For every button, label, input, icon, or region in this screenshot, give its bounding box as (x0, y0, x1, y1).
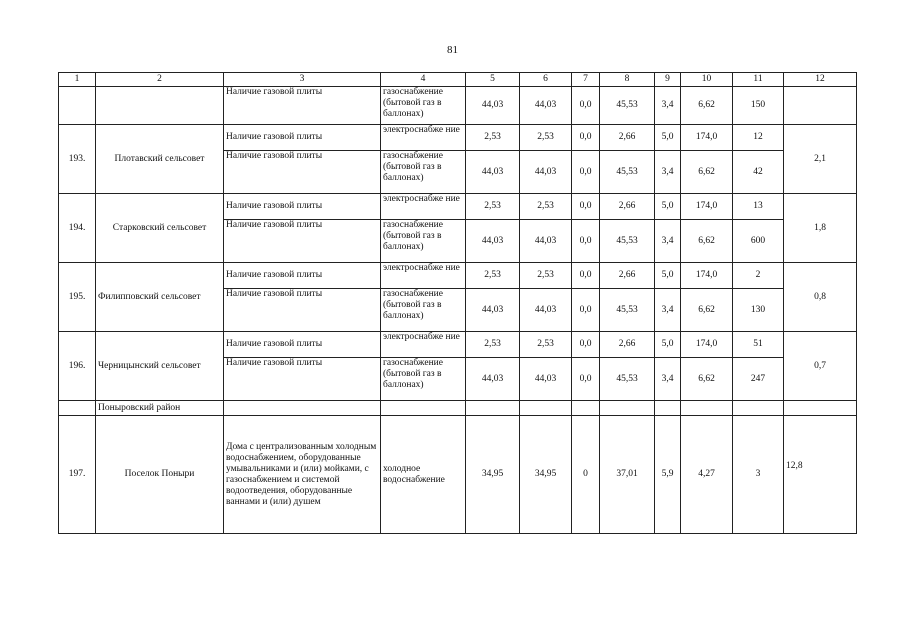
settlement-name: Поселок Поныри (96, 416, 224, 534)
table-cell: 2 (733, 263, 784, 289)
table-cell: 34,95 (520, 416, 572, 534)
table-cell: 0,0 (572, 151, 600, 194)
table-cell: Наличие газовой плиты (224, 194, 381, 220)
table-cell: 174,0 (681, 263, 733, 289)
table-cell: газоснабжение (бытовой газ в баллонах) (381, 87, 466, 125)
table-cell: 5,9 (655, 416, 681, 534)
header-cell: 12 (784, 73, 857, 87)
row-number: 196. (59, 332, 96, 401)
table-cell: газоснабжение (бытовой газ в баллонах) (381, 358, 466, 401)
table-cell (59, 401, 96, 416)
table-cell: 45,53 (600, 289, 655, 332)
table-cell: 4,27 (681, 416, 733, 534)
settlement-name: Плотавский сельсовет (96, 125, 224, 194)
table-cell (96, 87, 224, 125)
table-cell: электроснабже ние (381, 263, 466, 289)
table-row (59, 194, 857, 220)
table-cell: 130 (733, 289, 784, 332)
header-cell: 4 (381, 73, 466, 87)
table-cell: 45,53 (600, 151, 655, 194)
table-cell: 44,03 (520, 87, 572, 125)
table-cell (572, 401, 600, 416)
table-cell: 0,0 (572, 125, 600, 151)
table-cell: 0,0 (572, 332, 600, 358)
table-row (59, 401, 857, 416)
table-cell: 0,0 (572, 220, 600, 263)
table-cell: 5,0 (655, 125, 681, 151)
table-cell: 45,53 (600, 220, 655, 263)
table-cell: 2,66 (600, 332, 655, 358)
table-cell: 13 (733, 194, 784, 220)
header-cell: 8 (600, 73, 655, 87)
table-cell: 0,0 (572, 87, 600, 125)
table-cell: 2,66 (600, 263, 655, 289)
table-cell: холодное водоснабжение (381, 416, 466, 534)
table-cell: 3,4 (655, 289, 681, 332)
district-name: Поныровский район (96, 401, 224, 416)
table-cell: 6,62 (681, 220, 733, 263)
header-cell: 7 (572, 73, 600, 87)
table-cell: 44,03 (520, 151, 572, 194)
table-cell: 44,03 (466, 151, 520, 194)
table-cell (520, 401, 572, 416)
table-row (59, 263, 857, 289)
table-cell (224, 401, 381, 416)
table-cell: 2,53 (520, 263, 572, 289)
table-cell: 2,53 (466, 194, 520, 220)
table-cell: 5,0 (655, 194, 681, 220)
table-cell: 6,62 (681, 151, 733, 194)
table-cell: Наличие газовой плиты (224, 220, 381, 263)
header-cell: 2 (96, 73, 224, 87)
table-cell: 174,0 (681, 332, 733, 358)
table-cell (681, 401, 733, 416)
table-cell: электроснабже ние (381, 125, 466, 151)
row-number: 197. (59, 416, 96, 534)
table-cell: 44,03 (520, 358, 572, 401)
row-number: 195. (59, 263, 96, 332)
table-cell: 6,62 (681, 87, 733, 125)
table-cell: Дома с централизованным холодным водоснабжением, оборудованные умывальниками и (или) мойками, с газоснабжением и системой водоотведения, оборудованные ваннами и (или) душем (224, 416, 381, 534)
table-cell: 2,1 (784, 125, 857, 194)
settlement-name: Черницынский сельсовет (96, 332, 224, 401)
settlement-name: Филипповский сельсовет (96, 263, 224, 332)
table-row (59, 332, 857, 358)
table-cell: 0,0 (572, 194, 600, 220)
table-cell: 0,8 (784, 263, 857, 332)
table-cell: Наличие газовой плиты (224, 289, 381, 332)
table-cell: 44,03 (520, 220, 572, 263)
table-cell: 2,53 (520, 332, 572, 358)
table-cell: 0 (572, 416, 600, 534)
table-row (59, 125, 857, 151)
table-cell (381, 401, 466, 416)
table-cell: 2,53 (466, 263, 520, 289)
table-cell: 44,03 (466, 87, 520, 125)
table-cell: электроснабже ние (381, 194, 466, 220)
table-cell: 3 (733, 416, 784, 534)
header-cell: 6 (520, 73, 572, 87)
table-row (59, 416, 857, 534)
table-cell: 44,03 (466, 289, 520, 332)
table-cell (733, 401, 784, 416)
table-cell: Наличие газовой плиты (224, 87, 381, 125)
table-cell: 2,66 (600, 125, 655, 151)
table-cell: 6,62 (681, 289, 733, 332)
table-cell: 174,0 (681, 194, 733, 220)
table-cell: 5,0 (655, 263, 681, 289)
table-cell: 1,8 (784, 194, 857, 263)
table-cell: 6,62 (681, 358, 733, 401)
table-cell: 600 (733, 220, 784, 263)
table-cell: 0,0 (572, 263, 600, 289)
table-cell: Наличие газовой плиты (224, 358, 381, 401)
table-cell: 44,03 (466, 220, 520, 263)
table-cell: газоснабжение (бытовой газ в баллонах) (381, 289, 466, 332)
row-number: 193. (59, 125, 96, 194)
table-cell: 12 (733, 125, 784, 151)
table-cell: 34,95 (466, 416, 520, 534)
table-row (59, 87, 857, 125)
table-cell: 3,4 (655, 151, 681, 194)
table-cell: 247 (733, 358, 784, 401)
header-row (59, 73, 857, 87)
table-cell (466, 401, 520, 416)
table-cell: газоснабжение (бытовой газ в баллонах) (381, 151, 466, 194)
table-cell: Наличие газовой плиты (224, 125, 381, 151)
table-cell: 150 (733, 87, 784, 125)
table-cell: 45,53 (600, 87, 655, 125)
table-cell: Наличие газовой плиты (224, 151, 381, 194)
table-cell (784, 87, 857, 125)
table-cell (655, 401, 681, 416)
table-cell: 42 (733, 151, 784, 194)
table-cell (59, 87, 96, 125)
table-cell: 51 (733, 332, 784, 358)
table-cell: 0,7 (784, 332, 857, 401)
table-cell: 44,03 (466, 358, 520, 401)
table-cell: 3,4 (655, 87, 681, 125)
table-cell: 3,4 (655, 358, 681, 401)
header-cell: 9 (655, 73, 681, 87)
table-cell: 174,0 (681, 125, 733, 151)
page-number: 81 (447, 44, 458, 56)
settlement-name: Старковский сельсовет (96, 194, 224, 263)
table-cell: 45,53 (600, 358, 655, 401)
table-cell (784, 401, 857, 416)
table-cell: электроснабже ние (381, 332, 466, 358)
table-cell: 2,53 (520, 194, 572, 220)
table-cell: Наличие газовой плиты (224, 332, 381, 358)
table-cell: 44,03 (520, 289, 572, 332)
header-cell: 11 (733, 73, 784, 87)
table-cell: 2,53 (466, 125, 520, 151)
table-cell: 3,4 (655, 220, 681, 263)
header-cell: 1 (59, 73, 96, 87)
header-cell: 3 (224, 73, 381, 87)
header-cell: 10 (681, 73, 733, 87)
table-cell: 0,0 (572, 289, 600, 332)
table-cell: 12,8 (784, 416, 857, 534)
header-cell: 5 (466, 73, 520, 87)
table-cell: 2,53 (466, 332, 520, 358)
table-cell: 2,66 (600, 194, 655, 220)
table-cell: 2,53 (520, 125, 572, 151)
table-cell: Наличие газовой плиты (224, 263, 381, 289)
table-cell (600, 401, 655, 416)
table-cell: газоснабжение (бытовой газ в баллонах) (381, 220, 466, 263)
row-number: 194. (59, 194, 96, 263)
table-cell: 0,0 (572, 358, 600, 401)
table-cell: 5,0 (655, 332, 681, 358)
table-cell: 37,01 (600, 416, 655, 534)
tariff-table (58, 72, 857, 534)
